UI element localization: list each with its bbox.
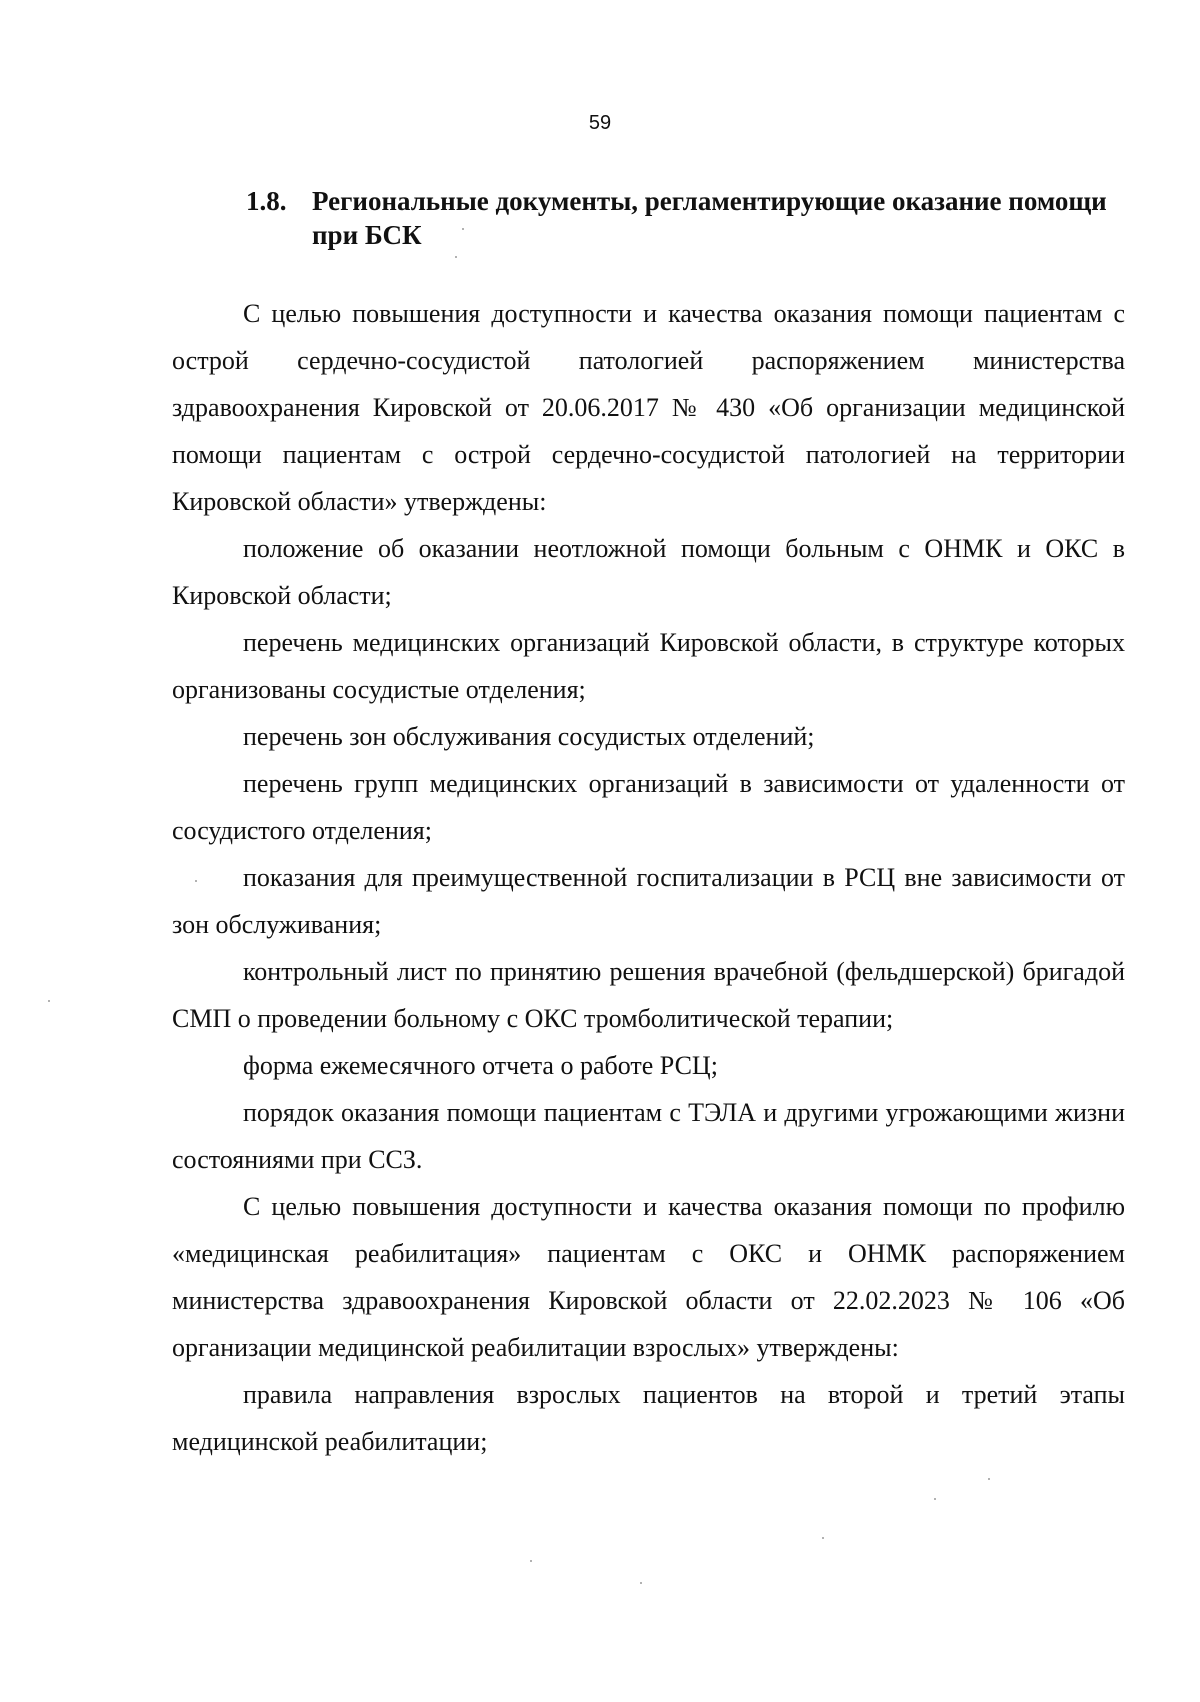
scan-speck: [455, 256, 457, 258]
scan-speck: [640, 1582, 642, 1584]
scan-speck: [822, 1537, 824, 1539]
scan-speck: [934, 1498, 936, 1500]
list-item-monthly-report: форма ежемесячного отчета о работе РСЦ;: [243, 1051, 718, 1080]
paragraph-rehabilitation: С целью повышения доступности и качества оказания помощи по профилю «медицинская реабилитация» пациентам с ОКС и ОНМК распоряжением министерства здравоохранения Кировской области от 22.02.2023 № 106 «Об организации медицинской реабилитации взрослых» утверждены:: [172, 1192, 1125, 1362]
page-number: 59: [588, 112, 612, 134]
scan-speck: [48, 1000, 50, 1002]
list-item-rehabilitation-rules: правила направления взрослых пациентов на второй и третий этапы медицинской реабилитации;: [172, 1380, 1125, 1456]
body-text: [172, 290, 1125, 1465]
scan-speck: [988, 1478, 990, 1480]
scan-speck: [462, 228, 464, 230]
list-item-organization-groups: перечень групп медицинских организаций в зависимости от удаленности от сосудистого отделения;: [172, 769, 1125, 845]
list-item-medical-organizations: перечень медицинских организаций Кировской области, в структуре которых организованы сосудистые отделения;: [172, 628, 1125, 704]
section-number: 1.8.: [246, 186, 287, 216]
section-title: Региональные документы, регламентирующие оказание помощи при БСК: [312, 186, 1107, 250]
list-item-checklist: контрольный лист по принятию решения врачебной (фельдшерской) бригадой СМП о проведении больному с ОКС тромболитической терапии;: [172, 957, 1125, 1033]
list-item-onmk-oks-regulation: положение об оказании неотложной помощи больным с ОНМК и ОКС в Кировской области;: [172, 534, 1125, 610]
list-item-hospitalization-indications: показания для преимущественной госпитализации в РСЦ вне зависимости от зон обслуживания;: [172, 863, 1125, 939]
scan-speck: [195, 880, 197, 882]
list-item-tela-procedure: порядок оказания помощи пациентам с ТЭЛА и другими угрожающими жизни состояниями при ССЗ.: [172, 1098, 1125, 1174]
list-item-service-zones: перечень зон обслуживания сосудистых отделений;: [243, 722, 815, 751]
scan-speck: [530, 1560, 532, 1562]
paragraph-intro: С целью повышения доступности и качества оказания помощи пациентам с острой сердечно-сосудистой патологией распоряжением министерства здравоохранения Кировской от 20.06.2017 № 430 «Об организации медицинской помощи пациентам с острой сердечно-сосудистой патологией на территории Кировской области» утверждены:: [172, 299, 1125, 516]
